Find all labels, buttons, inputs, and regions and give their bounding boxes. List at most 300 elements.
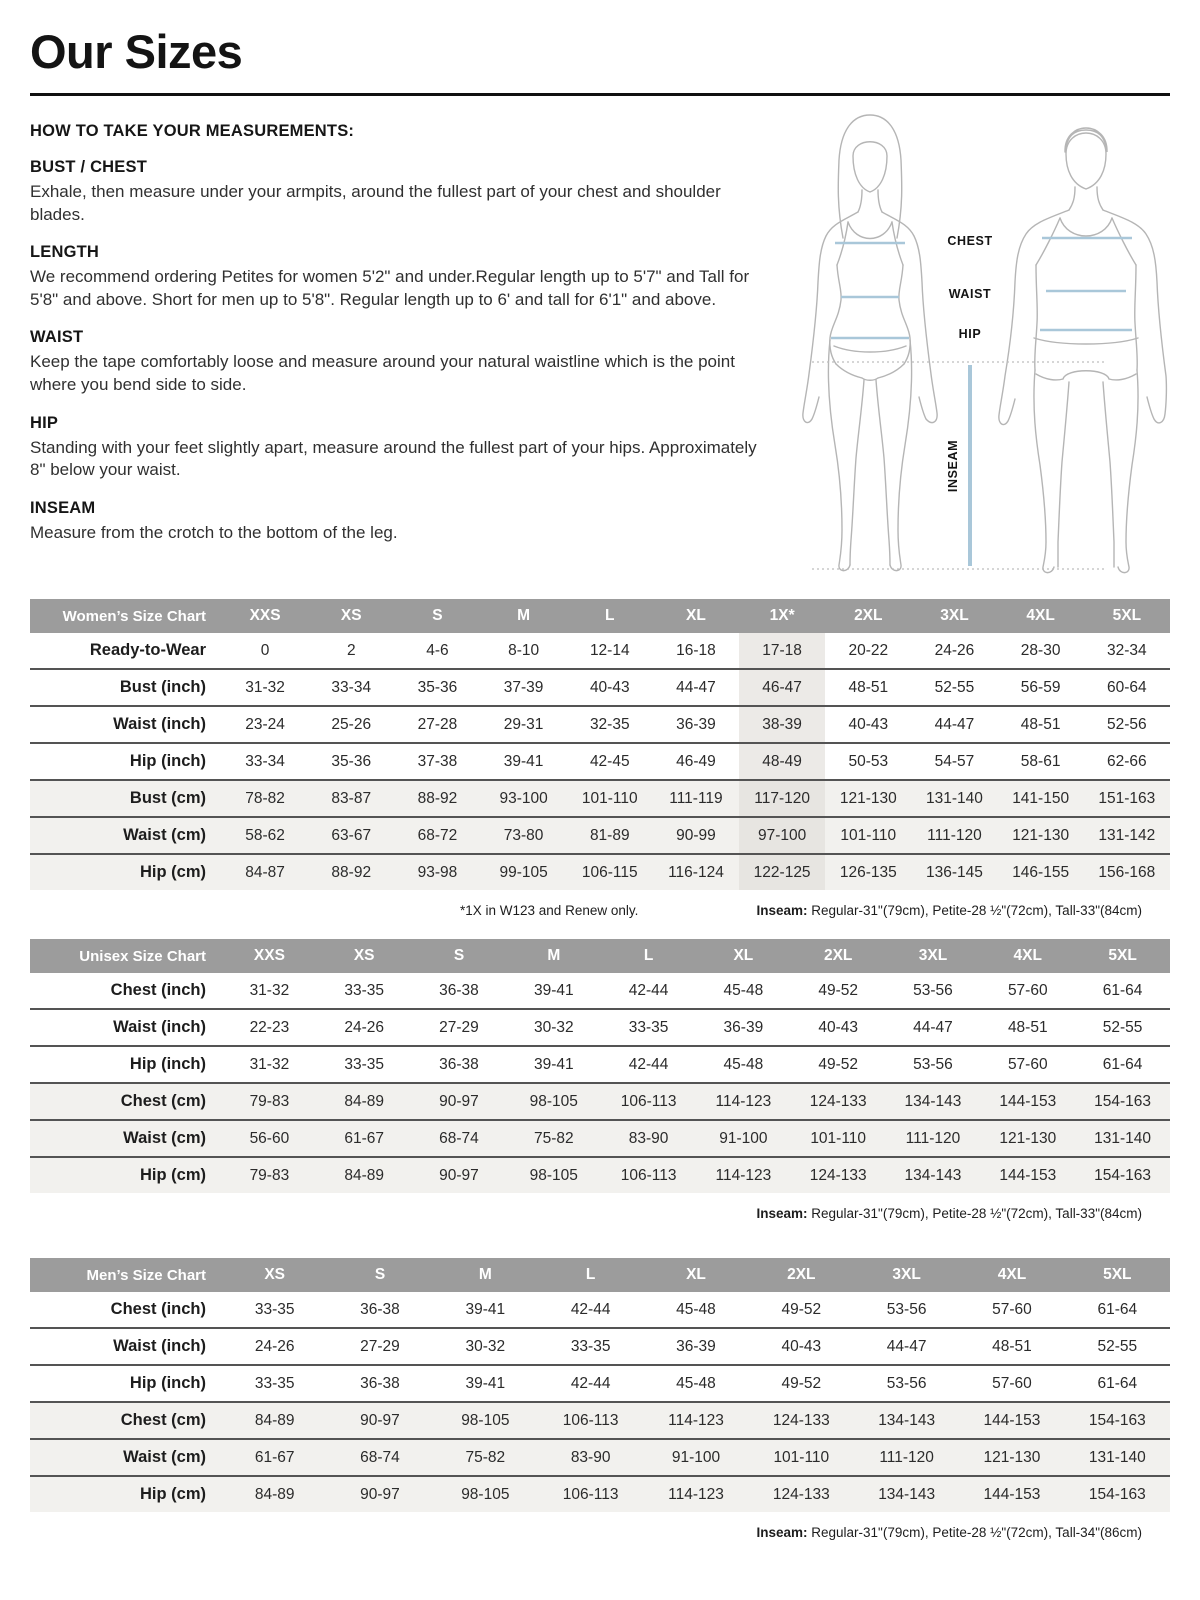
instruction-section [30, 328, 772, 396]
size-cell: 50-53 [825, 743, 911, 780]
size-cell: 75-82 [433, 1439, 538, 1476]
instruction-body: Standing with your feet slightly apart, measure around the fullest part of your hips. Approximately 8" below your waist. [30, 437, 757, 480]
size-cell: 61-64 [1075, 1046, 1170, 1083]
size-cell: 111-120 [911, 817, 997, 854]
row-label: Waist (inch) [30, 706, 222, 743]
column-header: XS [308, 599, 394, 633]
size-cell: 39-41 [506, 1046, 601, 1083]
size-cell: 91-100 [643, 1439, 748, 1476]
size-cell: 90-97 [412, 1157, 507, 1193]
size-cell: 68-74 [327, 1439, 432, 1476]
size-cell: 36-39 [696, 1009, 791, 1046]
size-cell: 124-133 [791, 1083, 886, 1120]
size-cell: 84-89 [222, 1476, 327, 1512]
measurement-diagram [772, 120, 1170, 575]
size-cell: 36-38 [412, 1046, 507, 1083]
size-cell: 27-28 [394, 706, 480, 743]
table-title: Unisex Size Chart [30, 939, 222, 973]
column-header: XXS [222, 939, 317, 973]
header-row [30, 1258, 1170, 1292]
size-cell: 57-60 [980, 973, 1075, 1009]
table-row [30, 817, 1170, 854]
row-label: Bust (cm) [30, 780, 222, 817]
size-cell: 121-130 [825, 780, 911, 817]
size-cell: 36-38 [327, 1365, 432, 1402]
size-cell: 131-140 [1075, 1120, 1170, 1157]
table-row [30, 1439, 1170, 1476]
column-header: 4XL [998, 599, 1084, 633]
mens-size-chart-section [30, 1258, 1170, 1540]
size-cell: 75-82 [506, 1120, 601, 1157]
size-cell: 154-163 [1065, 1476, 1170, 1512]
column-header: 3XL [854, 1258, 959, 1292]
inseam-note-label: Inseam: [756, 1206, 808, 1221]
size-cell: 57-60 [959, 1292, 1064, 1328]
table-row [30, 1402, 1170, 1439]
table-row [30, 706, 1170, 743]
size-cell: 58-62 [222, 817, 308, 854]
size-cell: 122-125 [739, 854, 825, 890]
size-cell: 33-34 [308, 669, 394, 706]
column-header: 5XL [1084, 599, 1170, 633]
size-cell: 17-18 [739, 633, 825, 669]
size-cell: 52-55 [911, 669, 997, 706]
size-cell: 57-60 [980, 1046, 1075, 1083]
size-cell: 117-120 [739, 780, 825, 817]
instruction-section [30, 243, 772, 311]
size-cell: 45-48 [643, 1292, 748, 1328]
column-header: XL [643, 1258, 748, 1292]
row-label: Waist (inch) [30, 1009, 222, 1046]
size-cell: 131-140 [911, 780, 997, 817]
size-cell: 56-59 [998, 669, 1084, 706]
size-cell: 54-57 [911, 743, 997, 780]
row-label: Waist (cm) [30, 817, 222, 854]
size-cell: 124-133 [749, 1476, 854, 1512]
row-label: Chest (inch) [30, 1292, 222, 1328]
inseam-label: INSEAM [946, 439, 960, 493]
row-label: Bust (inch) [30, 669, 222, 706]
size-cell: 24-26 [222, 1328, 327, 1365]
column-header: 4XL [959, 1258, 1064, 1292]
size-cell: 33-35 [222, 1365, 327, 1402]
size-cell: 84-89 [317, 1083, 412, 1120]
size-cell: 81-89 [567, 817, 653, 854]
size-cell: 58-61 [998, 743, 1084, 780]
size-cell: 90-99 [653, 817, 739, 854]
size-cell: 68-72 [394, 817, 480, 854]
size-cell: 114-123 [696, 1157, 791, 1193]
mens-table-footnotes [30, 1525, 1170, 1540]
size-cell: 97-100 [739, 817, 825, 854]
size-cell: 40-43 [567, 669, 653, 706]
size-cell: 12-14 [567, 633, 653, 669]
column-header: XL [696, 939, 791, 973]
column-header: S [412, 939, 507, 973]
mens-inseam-note [756, 1525, 1142, 1540]
instruction-body: Measure from the crotch to the bottom of the leg. [30, 522, 398, 542]
size-cell: 20-22 [825, 633, 911, 669]
size-cell: 2 [308, 633, 394, 669]
measurement-instructions-row [30, 120, 1170, 575]
size-cell: 44-47 [886, 1009, 981, 1046]
size-cell: 111-120 [886, 1120, 981, 1157]
row-label: Waist (cm) [30, 1439, 222, 1476]
size-cell: 33-35 [538, 1328, 643, 1365]
size-cell: 48-51 [825, 669, 911, 706]
size-charts [30, 599, 1170, 1540]
size-cell: 114-123 [643, 1402, 748, 1439]
size-cell: 84-89 [317, 1157, 412, 1193]
size-cell: 40-43 [791, 1009, 886, 1046]
size-cell: 33-35 [222, 1292, 327, 1328]
size-cell: 28-30 [998, 633, 1084, 669]
size-cell: 27-29 [412, 1009, 507, 1046]
unisex-table-footnotes [30, 1206, 1170, 1221]
table-title: Men’s Size Chart [30, 1258, 222, 1292]
column-header: XS [222, 1258, 327, 1292]
size-cell: 90-97 [327, 1402, 432, 1439]
size-cell: 131-142 [1084, 817, 1170, 854]
womens-inseam-note [756, 903, 1142, 918]
size-cell: 36-39 [653, 706, 739, 743]
size-cell: 0 [222, 633, 308, 669]
size-cell: 33-34 [222, 743, 308, 780]
instruction-body: Exhale, then measure under your armpits, around the fullest part of your chest and shoulder blades. [30, 182, 721, 224]
size-cell: 98-105 [506, 1083, 601, 1120]
table-row [30, 669, 1170, 706]
column-header: XS [317, 939, 412, 973]
size-cell: 106-115 [567, 854, 653, 890]
table-row [30, 633, 1170, 669]
column-header: 1X* [739, 599, 825, 633]
column-header: L [601, 939, 696, 973]
table-row [30, 1083, 1170, 1120]
size-cell: 114-123 [643, 1476, 748, 1512]
size-cell: 39-41 [506, 973, 601, 1009]
table-row [30, 1328, 1170, 1365]
column-header: L [538, 1258, 643, 1292]
size-cell: 134-143 [854, 1402, 959, 1439]
measurement-instructions [30, 120, 772, 575]
size-cell: 101-110 [791, 1120, 886, 1157]
size-cell: 42-44 [538, 1365, 643, 1402]
footnote-1x-note: *1X in W123 and Renew only. [460, 903, 639, 918]
row-label: Hip (cm) [30, 1476, 222, 1512]
unisex-inseam-note [756, 1206, 1142, 1221]
size-cell: 141-150 [998, 780, 1084, 817]
size-cell: 98-105 [433, 1402, 538, 1439]
size-cell: 53-56 [854, 1292, 959, 1328]
column-header: 5XL [1075, 939, 1170, 973]
instruction-body: Keep the tape comfortably loose and measure around your natural waistline which is the point where you bend side to side. [30, 352, 735, 395]
size-cell: 121-130 [959, 1439, 1064, 1476]
size-cell: 48-51 [980, 1009, 1075, 1046]
size-cell: 22-23 [222, 1009, 317, 1046]
size-cell: 53-56 [886, 973, 981, 1009]
column-header: 3XL [911, 599, 997, 633]
inseam-note-text: Regular-31"(79cm), Petite-28 ½"(72cm), Tall-33"(84cm) [807, 1206, 1142, 1221]
size-cell: 84-89 [222, 1402, 327, 1439]
mens-size-table [30, 1258, 1170, 1512]
size-cell: 42-44 [601, 973, 696, 1009]
page-title: Our Sizes [30, 25, 243, 78]
table-title: Women’s Size Chart [30, 599, 222, 633]
size-cell: 46-47 [739, 669, 825, 706]
instruction-sections [30, 158, 772, 544]
table-row [30, 1476, 1170, 1512]
instruction-section [30, 158, 772, 226]
size-cell: 30-32 [506, 1009, 601, 1046]
size-cell: 106-113 [601, 1157, 696, 1193]
instruction-body: We recommend ordering Petites for women 5'2" and under.Regular length up to 5'7" and Tall for 5'8" and above. Short for men up to 5'8". Regular length up to 6' and tall for 6'1" and above. [30, 267, 750, 309]
size-cell: 46-49 [653, 743, 739, 780]
instruction-title: BUST / CHEST [30, 158, 147, 176]
size-cell: 154-163 [1065, 1402, 1170, 1439]
size-cell: 48-49 [739, 743, 825, 780]
size-cell: 44-47 [653, 669, 739, 706]
male-figure [999, 128, 1167, 573]
unisex-size-chart-section [30, 939, 1170, 1221]
row-label: Waist (cm) [30, 1120, 222, 1157]
size-cell: 79-83 [222, 1157, 317, 1193]
size-cell: 106-113 [601, 1083, 696, 1120]
row-label: Chest (cm) [30, 1402, 222, 1439]
row-label: Chest (inch) [30, 973, 222, 1009]
size-cell: 61-67 [317, 1120, 412, 1157]
female-figure [803, 115, 937, 571]
size-cell: 88-92 [394, 780, 480, 817]
womens-table-footnotes [30, 903, 1170, 918]
column-header: 5XL [1065, 1258, 1170, 1292]
size-cell: 146-155 [998, 854, 1084, 890]
column-header: 4XL [980, 939, 1075, 973]
size-cell: 49-52 [749, 1365, 854, 1402]
inseam-note-text: Regular-31"(79cm), Petite-28 ½"(72cm), Tall-34"(86cm) [807, 1525, 1142, 1540]
table-row [30, 1157, 1170, 1193]
size-cell: 93-100 [481, 780, 567, 817]
inseam-note-label: Inseam: [756, 903, 808, 918]
size-cell: 154-163 [1075, 1157, 1170, 1193]
size-cell: 126-135 [825, 854, 911, 890]
size-cell: 52-55 [1075, 1009, 1170, 1046]
column-header: S [394, 599, 480, 633]
size-cell: 49-52 [749, 1292, 854, 1328]
size-cell: 33-35 [317, 1046, 412, 1083]
size-cell: 38-39 [739, 706, 825, 743]
column-header: 2XL [825, 599, 911, 633]
size-cell: 52-56 [1084, 706, 1170, 743]
table-row [30, 780, 1170, 817]
header-row [30, 939, 1170, 973]
size-cell: 61-64 [1065, 1292, 1170, 1328]
row-label: Chest (cm) [30, 1083, 222, 1120]
size-cell: 42-44 [538, 1292, 643, 1328]
size-cell: 36-38 [327, 1292, 432, 1328]
size-cell: 33-35 [317, 973, 412, 1009]
size-cell: 90-97 [412, 1083, 507, 1120]
size-cell: 35-36 [394, 669, 480, 706]
size-cell: 45-48 [696, 1046, 791, 1083]
column-header: M [433, 1258, 538, 1292]
table-row [30, 854, 1170, 890]
size-cell: 114-123 [696, 1083, 791, 1120]
size-cell: 36-38 [412, 973, 507, 1009]
size-cell: 144-153 [959, 1402, 1064, 1439]
size-cell: 40-43 [825, 706, 911, 743]
column-header: 3XL [886, 939, 981, 973]
size-cell: 151-163 [1084, 780, 1170, 817]
size-cell: 48-51 [998, 706, 1084, 743]
size-cell: 32-34 [1084, 633, 1170, 669]
table-row [30, 1120, 1170, 1157]
size-cell: 101-110 [749, 1439, 854, 1476]
size-cell: 106-113 [538, 1476, 643, 1512]
table-row [30, 743, 1170, 780]
size-cell: 73-80 [481, 817, 567, 854]
size-cell: 35-36 [308, 743, 394, 780]
size-cell: 121-130 [998, 817, 1084, 854]
size-cell: 106-113 [538, 1402, 643, 1439]
size-cell: 98-105 [433, 1476, 538, 1512]
title-divider [30, 93, 1170, 96]
size-cell: 39-41 [481, 743, 567, 780]
table-row [30, 1365, 1170, 1402]
size-cell: 42-44 [601, 1046, 696, 1083]
size-cell: 101-110 [825, 817, 911, 854]
size-cell: 99-105 [481, 854, 567, 890]
unisex-size-table [30, 939, 1170, 1193]
row-label: Hip (cm) [30, 1157, 222, 1193]
size-cell: 68-74 [412, 1120, 507, 1157]
size-cell: 32-35 [567, 706, 653, 743]
size-cell: 111-119 [653, 780, 739, 817]
size-cell: 36-39 [643, 1328, 748, 1365]
womens-size-table [30, 599, 1170, 890]
size-cell: 62-66 [1084, 743, 1170, 780]
row-label: Hip (inch) [30, 1046, 222, 1083]
table-row [30, 1009, 1170, 1046]
size-cell: 63-67 [308, 817, 394, 854]
size-cell: 61-64 [1075, 973, 1170, 1009]
size-cell: 83-87 [308, 780, 394, 817]
instruction-section [30, 414, 772, 482]
size-cell: 83-90 [538, 1439, 643, 1476]
column-header: M [506, 939, 601, 973]
how-to-heading: HOW TO TAKE YOUR MEASUREMENTS: [30, 122, 355, 140]
size-cell: 44-47 [854, 1328, 959, 1365]
hip-label: HIP [958, 327, 982, 341]
size-cell: 29-31 [481, 706, 567, 743]
size-cell: 90-97 [327, 1476, 432, 1512]
column-header: XXS [222, 599, 308, 633]
row-label: Hip (inch) [30, 743, 222, 780]
size-cell: 144-153 [980, 1157, 1075, 1193]
instruction-title: HIP [30, 413, 59, 432]
size-cell: 39-41 [433, 1365, 538, 1402]
size-cell: 49-52 [791, 1046, 886, 1083]
size-cell: 61-67 [222, 1439, 327, 1476]
size-cell: 40-43 [749, 1328, 854, 1365]
size-cell: 60-64 [1084, 669, 1170, 706]
size-cell: 31-32 [222, 973, 317, 1009]
row-label: Hip (inch) [30, 1365, 222, 1402]
body-measurement-illustration [774, 110, 1170, 575]
size-cell: 44-47 [911, 706, 997, 743]
column-header: 2XL [749, 1258, 854, 1292]
size-cell: 154-163 [1075, 1083, 1170, 1120]
size-cell: 53-56 [886, 1046, 981, 1083]
table-row [30, 973, 1170, 1009]
womens-size-chart-section [30, 599, 1170, 918]
instruction-title: LENGTH [30, 243, 100, 262]
instruction-section [30, 499, 772, 545]
size-cell: 57-60 [959, 1365, 1064, 1402]
size-cell: 30-32 [433, 1328, 538, 1365]
size-cell: 37-38 [394, 743, 480, 780]
size-cell: 56-60 [222, 1120, 317, 1157]
size-cell: 27-29 [327, 1328, 432, 1365]
inseam-note-label: Inseam: [756, 1525, 808, 1540]
size-cell: 83-90 [601, 1120, 696, 1157]
size-cell: 37-39 [481, 669, 567, 706]
table-row [30, 1046, 1170, 1083]
chest-label: CHEST [947, 234, 993, 248]
size-cell: 24-26 [911, 633, 997, 669]
instruction-title: INSEAM [30, 498, 96, 517]
size-cell: 93-98 [394, 854, 480, 890]
column-header: S [327, 1258, 432, 1292]
size-cell: 101-110 [567, 780, 653, 817]
size-cell: 45-48 [643, 1365, 748, 1402]
column-header: 2XL [791, 939, 886, 973]
size-cell: 121-130 [980, 1120, 1075, 1157]
size-cell: 52-55 [1065, 1328, 1170, 1365]
size-cell: 8-10 [481, 633, 567, 669]
size-cell: 131-140 [1065, 1439, 1170, 1476]
size-cell: 23-24 [222, 706, 308, 743]
size-cell: 91-100 [696, 1120, 791, 1157]
size-cell: 53-56 [854, 1365, 959, 1402]
size-cell: 33-35 [601, 1009, 696, 1046]
size-cell: 48-51 [959, 1328, 1064, 1365]
size-cell: 116-124 [653, 854, 739, 890]
size-cell: 16-18 [653, 633, 739, 669]
size-cell: 84-87 [222, 854, 308, 890]
size-cell: 79-83 [222, 1083, 317, 1120]
size-cell: 4-6 [394, 633, 480, 669]
size-cell: 31-32 [222, 669, 308, 706]
column-header: M [481, 599, 567, 633]
row-label: Ready-to-Wear [30, 633, 222, 669]
size-cell: 45-48 [696, 973, 791, 1009]
size-cell: 134-143 [854, 1476, 959, 1512]
instruction-title: WAIST [30, 328, 84, 347]
table-row [30, 1292, 1170, 1328]
size-cell: 134-143 [886, 1157, 981, 1193]
size-cell: 49-52 [791, 973, 886, 1009]
size-cell: 144-153 [959, 1476, 1064, 1512]
size-cell: 136-145 [911, 854, 997, 890]
header-row [30, 599, 1170, 633]
waist-label: WAIST [948, 287, 992, 301]
size-cell: 156-168 [1084, 854, 1170, 890]
size-cell: 42-45 [567, 743, 653, 780]
size-cell: 144-153 [980, 1083, 1075, 1120]
size-cell: 78-82 [222, 780, 308, 817]
row-label: Waist (inch) [30, 1328, 222, 1365]
column-header: XL [653, 599, 739, 633]
